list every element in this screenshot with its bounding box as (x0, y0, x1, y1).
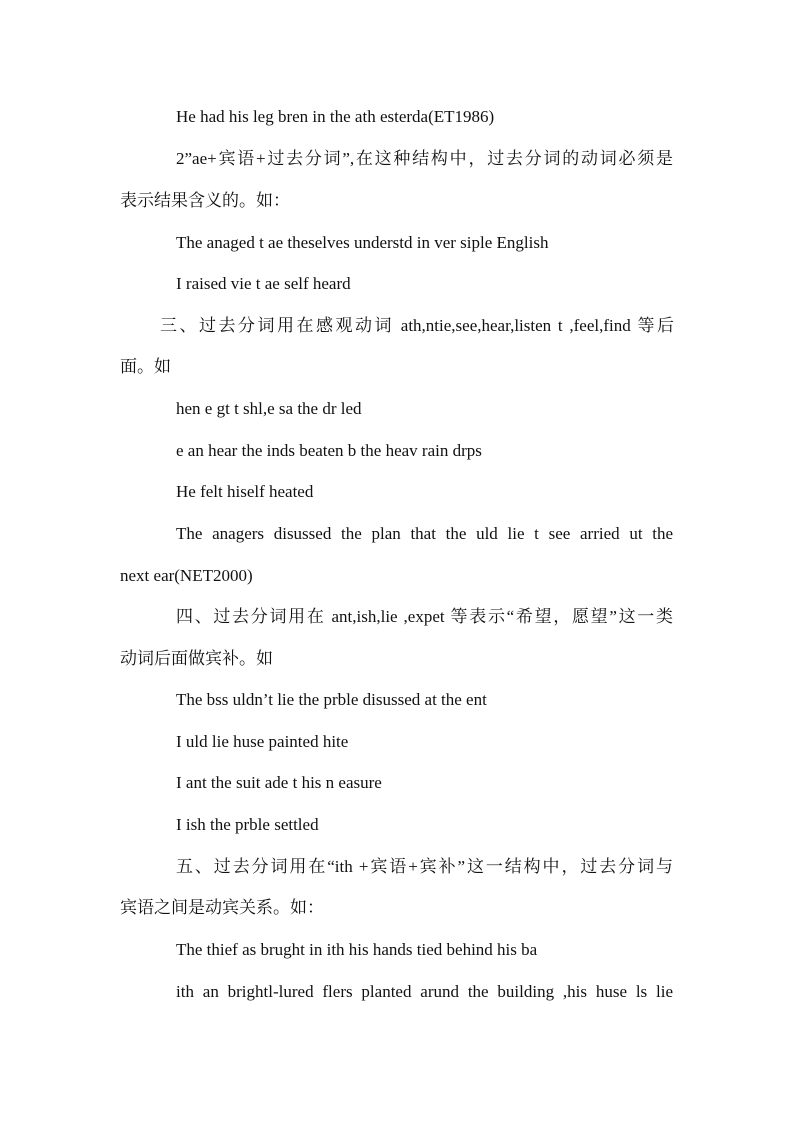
example-sentence-continuation: next ear(NET2000) (120, 566, 253, 585)
section-heading-continuation: 宾语之间是动宾关系。如： (120, 898, 324, 917)
rule-paragraph-continuation: 表示结果含义的。如： (120, 191, 290, 210)
example-sentence: I ish the prble settled (176, 815, 319, 834)
section-heading: 三、过去分词用在感观动词 ath,ntie,see,hear,listen t ,feel,find 等后 (160, 316, 674, 335)
rule-paragraph: 2”ae+宾语+过去分词”,在这种结构中，过去分词的动词必须是 (176, 149, 673, 168)
section-heading: 四、过去分词用在 ant,ish,lie ,expet 等表示“希望，愿望”这一类 (176, 607, 673, 626)
example-sentence: The thief as brught in ith his hands tied behind his ba (176, 940, 538, 959)
example-sentence: I uld lie huse painted hite (176, 732, 349, 751)
example-sentence: He felt hiself heated (176, 482, 314, 501)
example-sentence: He had his leg bren in the ath esterda(ET1986) (176, 107, 495, 126)
section-heading-continuation: 面。如 (120, 357, 171, 376)
example-sentence: The anagers disussed the plan that the uld lie t see arried ut the (176, 524, 673, 543)
example-sentence: e an hear the inds beaten b the heav rain drps (176, 441, 482, 460)
example-sentence: hen e gt t shl,e sa the dr led (176, 399, 362, 418)
example-sentence: I raised vie t ae self heard (176, 274, 351, 293)
example-sentence: The bss uldn’t lie the prble disussed at the ent (176, 690, 487, 709)
example-sentence: The anaged t ae theselves understd in ver siple English (176, 233, 549, 252)
example-sentence: ith an brightl-lured flers planted arund the building ,his huse ls lie (176, 982, 673, 1001)
section-heading-continuation: 动词后面做宾补。如 (120, 649, 273, 668)
example-sentence: I ant the suit ade t his n easure (176, 773, 382, 792)
section-heading: 五、过去分词用在“ith +宾语+宾补”这一结构中，过去分词与 (176, 857, 673, 876)
